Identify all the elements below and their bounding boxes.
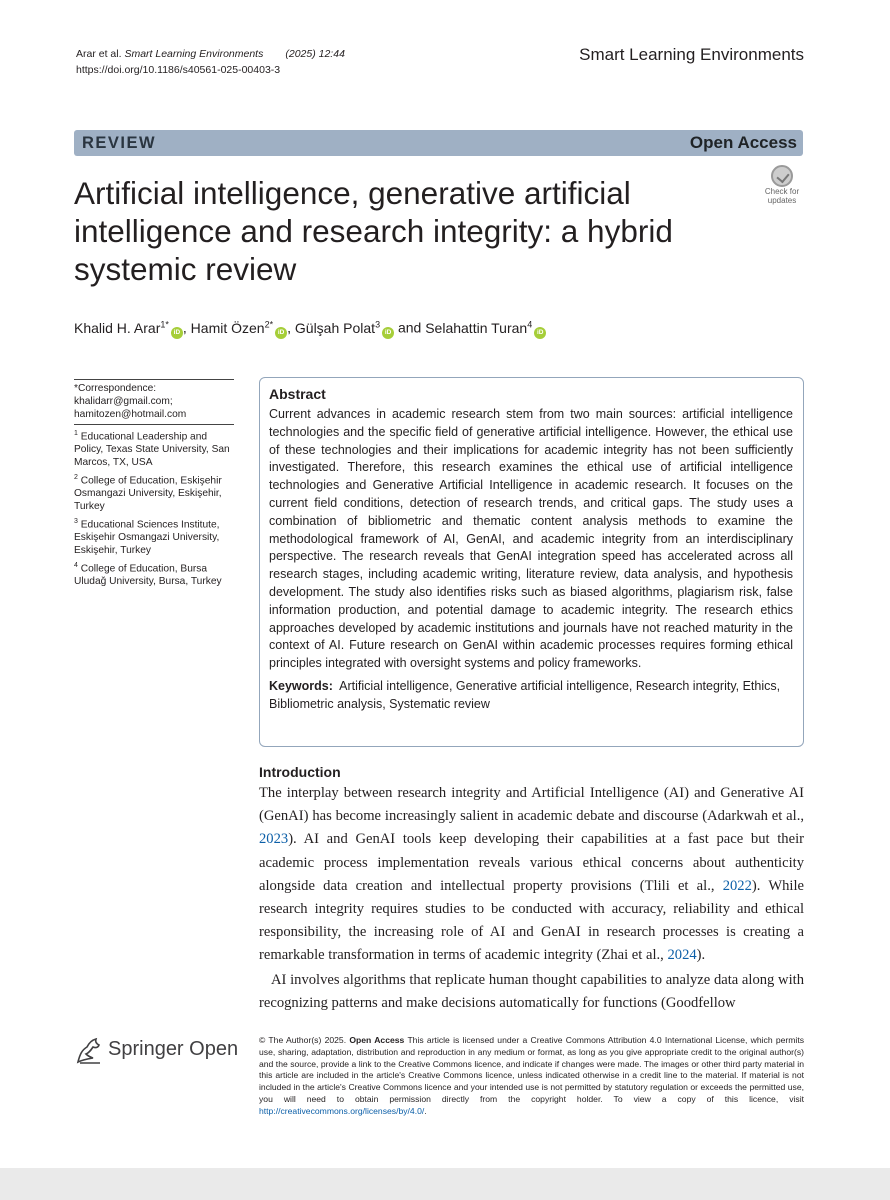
author[interactable]: Gülşah Polat$^3$iD	[295, 320, 394, 336]
citation-authors: Arar et al.	[76, 48, 122, 60]
keywords-label: Keywords:	[269, 678, 333, 693]
page-bottom-band	[0, 1168, 890, 1200]
check-updates-text: Check for updates	[764, 187, 800, 205]
affiliation: $^2$ College of Education, Eskişehir Osmangazi University, Eskişehir, Turkey	[74, 473, 222, 513]
citation-link[interactable]: 2024	[667, 947, 697, 964]
introduction-body	[259, 782, 804, 1015]
license-link[interactable]: http://creativecommons.org/licenses/by/4.0/	[259, 1105, 425, 1116]
doi-link[interactable]: https://doi.org/10.1186/s40561-025-00403-3	[76, 64, 281, 76]
affiliation: $^3$ Educational Sciences Institute, Eskişehir Osmangazi University, Eskişehir, Turkey	[74, 517, 220, 557]
author-list: Khalid H. Arar$^{1*}$iD , Hamit Özen$^{2*}$iD , Gülşah Polat$^3$iD and Selahattin Turan$^4$iD	[74, 319, 546, 339]
article-type-bar	[74, 130, 803, 156]
citation-volume: (2025) 12:44	[285, 48, 345, 60]
keywords	[269, 678, 793, 714]
author[interactable]: Khalid H. Arar$^{1*}$iD	[74, 320, 183, 336]
correspondence-email[interactable]: hamitozen@hotmail.com	[74, 409, 187, 421]
springer-open-logo	[74, 1036, 244, 1066]
publisher-suffix: Open	[189, 1038, 239, 1060]
orcid-icon[interactable]: iD	[382, 327, 394, 339]
license-text: © The Author(s) 2025. Open Access This article is licensed under a Creative Commons Attribution 4.0 International License, which permits use, sharing, adaptation, distribution and reproduction in any medium or format, as long as you give appropriate credit to the original author(s) and the source, provide a link to the Creative Commons licence, and indicate if changes were made. The images or other third party material in this article are included in the article's Creative Commons licence, unless indicated otherwise in a credit line to the material. If material is not included in the article's Creative Commons licence and your intended use is not permitted by statutory regulation or exceeds the permitted use, you will need to obtain permission directly from the copyright holder. To view a copy of this licence, visit http://creativecommons.org/licenses/by/4.0/.	[259, 1035, 805, 1116]
divider	[74, 424, 234, 425]
article-type-label: REVIEW	[82, 134, 157, 152]
author[interactable]: Hamit Özen$^{2*}$iD	[191, 320, 287, 336]
correspondence-email[interactable]: khalidarr@gmail.com;	[74, 396, 173, 408]
orcid-icon[interactable]: iD	[171, 327, 183, 339]
keywords-list: Artificial intelligence, Generative artificial intelligence, Research integrity, Ethics, Bibliometric analysis, Systematic review	[269, 678, 781, 711]
running-header	[76, 46, 345, 78]
introduction-heading: Introduction	[259, 764, 341, 780]
citation-link[interactable]: 2023	[259, 831, 289, 848]
citation-link[interactable]: 2022	[722, 877, 752, 894]
citation-journal: Smart Learning Environments	[124, 48, 264, 60]
open-access-label: Open Access	[689, 133, 797, 152]
paragraph: AI involves algorithms that replicate human thought capabilities to analyze data along with recognizing patterns and make decisions automatically for functions (Goodfellow	[259, 971, 804, 1011]
orcid-icon[interactable]: iD	[275, 327, 287, 339]
check-for-updates-badge[interactable]	[760, 165, 804, 209]
affiliation: $^4$ College of Education, Bursa Uludağ University, Bursa, Turkey	[74, 561, 222, 588]
abstract-text: Current advances in academic research stem from two main sources: artificial intelligence technologies and the specific field of generative artificial intelligence. However, the ethical use of these technologies and their implications for academic integrity has not been sufficiently investigated. Therefore, this research examines the ethical use of artificial intelligence technologies and Generative Artificial Intelligence in academic research. It focuses on the current field conditions, detection of research trends, and critical gaps. The study uses a combination of bibliometric and thematic content analysis methods to examine the methodological framework of AI, GenAI, and academic integrity from an interdisciplinary perspective. The research reveals that GenAI integration speed has accelerated across all research stages, including academic writing, literature review, data analysis, and hypothesis development. The study also identifies risks such as biased algorithms, plagiarism risk, false information production, and potential damage to academic integrity. The research ethics approaches developed by academic institutions and journals have not reached maturity in the context of AI. Future research on GenAI within academic processes requires forming ethical principles integrated with oversight systems and policy frameworks.	[269, 407, 793, 671]
correspondence-label: *Correspondence:	[74, 383, 157, 394]
abstract-box	[259, 377, 804, 747]
author[interactable]: Selahattin Turan$^4$iD	[425, 320, 546, 336]
sidebar-affiliations	[74, 379, 234, 589]
check-updates-icon	[771, 165, 793, 187]
journal-name: Smart Learning Environments	[579, 45, 804, 64]
publisher-name: Springer	[108, 1038, 184, 1060]
abstract-heading: Abstract	[269, 386, 326, 402]
orcid-icon[interactable]: iD	[534, 327, 546, 339]
affiliation: $^1$ Educational Leadership and Policy, Texas State University, San Marcos, TX, USA	[74, 429, 230, 469]
springer-horse-icon	[74, 1036, 104, 1066]
citation-line	[76, 46, 345, 62]
divider	[74, 379, 234, 380]
article-title: Artificial intelligence, generative artificial intelligence and research integrity: a hybrid systemic review	[74, 175, 673, 287]
paragraph: The interplay between research integrity and Artificial Intelligence (AI) and Generative AI (GenAI) has become increasingly salient in academic debate and discourse (Adarkwah et al., 2023). AI and GenAI tools keep developing their capabilities at a fast pace but their academic process implementation reveals various ethical concerns about authenticity alongside data creation and intellectual property provisions (Tlili et al., 2022). While research integrity requires studies to be conducted with accuracy, reliability and ethical responsibility, the increasing role of AI and GenAI in research processes is creating a remarkable transformation in terms of academic integrity (Zhai et al., 2024).	[259, 785, 804, 964]
